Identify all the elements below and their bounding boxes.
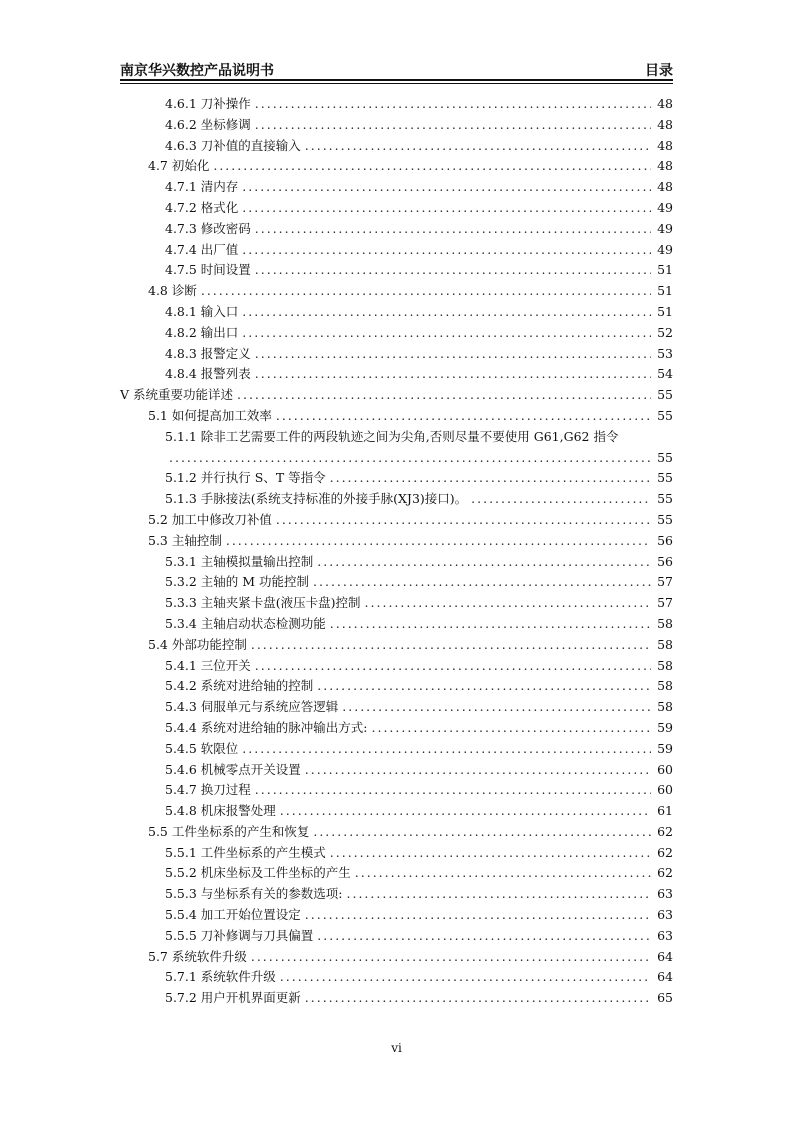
- toc-entry-page: 64: [657, 969, 673, 985]
- toc-entry-page: 58: [657, 615, 673, 631]
- toc-entry-label: 5.1.2 并行执行 S、T 等指令: [165, 470, 326, 486]
- toc-leader-dots: [317, 676, 651, 697]
- toc-leader-dots: [255, 780, 651, 801]
- toc-entry-page: 56: [657, 553, 673, 569]
- header-rule-thick: [120, 79, 673, 81]
- toc-entry[interactable]: [120, 760, 673, 781]
- toc-entry[interactable]: [120, 884, 673, 905]
- toc-entry-label: 4.7 初始化: [148, 158, 210, 174]
- toc-entry[interactable]: [120, 364, 673, 385]
- toc-entry-label: 4.7.2 格式化: [165, 199, 239, 215]
- toc-leader-dots: [317, 926, 651, 947]
- toc-entry-label: 5.3.3 主轴夹紧卡盘(液压卡盘)控制: [165, 595, 361, 611]
- toc-entry-page: 63: [657, 927, 673, 943]
- toc-entry-page: 49: [657, 241, 673, 257]
- toc-leader-dots: [242, 177, 651, 198]
- header-document-title: 南京华兴数控产品说明书: [120, 63, 274, 79]
- toc-entry-label: 5.5.5 刀补修调与刀具偏置: [165, 927, 314, 943]
- toc-entry-page: 59: [657, 740, 673, 756]
- toc-leader-dots: [372, 718, 652, 739]
- toc-entry-page: 53: [657, 345, 673, 361]
- toc-entry[interactable]: [120, 115, 673, 136]
- toc-leader-dots: [365, 593, 651, 614]
- toc-entry[interactable]: [120, 406, 673, 427]
- toc-leader-dots: [251, 947, 651, 968]
- toc-leader-dots: [347, 884, 652, 905]
- toc-entry[interactable]: [120, 801, 673, 822]
- toc-entry-page: 55: [657, 407, 673, 423]
- toc-entry-label: 5.1.3 手脉接法(系统支持标准的外接手脉(XJ3)接口)。: [165, 491, 468, 507]
- toc-entry-label: 5.4.3 伺服单元与系统应答逻辑: [165, 699, 339, 715]
- toc-leader-dots: [255, 260, 651, 281]
- toc-entry[interactable]: [120, 177, 673, 198]
- toc-entry-page: 62: [657, 823, 673, 839]
- toc-entry-page: 55: [657, 449, 673, 465]
- toc-entry-label: 5.2 加工中修改刀补值: [148, 511, 272, 527]
- toc-entry[interactable]: [120, 863, 673, 884]
- toc-leader-dots: [255, 656, 651, 677]
- toc-entry-label: 5.3 主轴控制: [148, 532, 222, 548]
- toc-leader-dots: [255, 219, 651, 240]
- toc-leader-dots: [305, 988, 651, 1009]
- toc-entry[interactable]: [120, 656, 673, 677]
- toc-leader-dots: [276, 510, 651, 531]
- toc-entry[interactable]: [120, 926, 673, 947]
- toc-entry[interactable]: [120, 967, 673, 988]
- toc-entry-label: 5.4.7 换刀过程: [165, 782, 251, 798]
- toc-entry-label: 5.4.8 机床报警处理: [165, 803, 276, 819]
- toc-entry[interactable]: [120, 344, 673, 365]
- toc-entry-page: 64: [657, 948, 673, 964]
- toc-entry-page: 58: [657, 657, 673, 673]
- page-number: vi: [391, 1041, 402, 1055]
- toc-entry-page: 49: [657, 220, 673, 236]
- toc-entry-label: 5.3.1 主轴模拟量输出控制: [165, 553, 314, 569]
- toc-entry-label: 5.7.1 系统软件升级: [165, 969, 276, 985]
- toc-entry-page: 60: [657, 782, 673, 798]
- toc-entry-page: 65: [657, 990, 673, 1006]
- toc-entry-label: 5.3.2 主轴的 M 功能控制: [165, 574, 310, 590]
- toc-entry-label: 5.4 外部功能控制: [148, 636, 247, 652]
- toc-entry-label: 5.5 工件坐标系的产生和恢复: [148, 823, 310, 839]
- toc-entry-page: 55: [657, 511, 673, 527]
- toc-entry[interactable]: [120, 572, 673, 593]
- table-of-contents: [120, 94, 673, 1009]
- toc-entry-page: 55: [657, 491, 673, 507]
- page-header: [120, 58, 673, 80]
- toc-leader-dots: [242, 240, 651, 261]
- toc-leader-dots: [213, 156, 651, 177]
- toc-entry[interactable]: [120, 198, 673, 219]
- toc-entry-page: 57: [657, 595, 673, 611]
- toc-entry-page: 51: [657, 262, 673, 278]
- toc-entry[interactable]: [120, 219, 673, 240]
- toc-leader-dots: [242, 198, 651, 219]
- toc-entry[interactable]: [120, 593, 673, 614]
- toc-entry[interactable]: [120, 427, 673, 448]
- toc-entry-label: 4.8.1 输入口: [165, 303, 239, 319]
- toc-entry-page: 51: [657, 283, 673, 299]
- toc-entry[interactable]: [120, 260, 673, 281]
- toc-entry-label: 5.1 如何提高加工效率: [148, 407, 272, 423]
- toc-entry-label: 5.5.4 加工开始位置设定: [165, 907, 301, 923]
- toc-entry[interactable]: [120, 448, 673, 469]
- toc-entry-label: 5.7.2 用户开机界面更新: [165, 990, 301, 1006]
- toc-entry[interactable]: [120, 822, 673, 843]
- toc-entry-page: 56: [657, 532, 673, 548]
- toc-entry[interactable]: [120, 780, 673, 801]
- toc-entry-label: 4.8.4 报警列表: [165, 366, 251, 382]
- toc-leader-dots: [471, 489, 651, 510]
- toc-entry-page: 48: [657, 179, 673, 195]
- toc-leader-dots: [169, 448, 651, 469]
- toc-entry-page: 60: [657, 761, 673, 777]
- toc-leader-dots: [305, 905, 651, 926]
- toc-entry[interactable]: [120, 302, 673, 323]
- toc-leader-dots: [342, 697, 651, 718]
- toc-entry-label: 4.6.2 坐标修调: [165, 116, 251, 132]
- toc-entry-page: 54: [657, 366, 673, 382]
- toc-entry-label: 5.7 系统软件升级: [148, 948, 247, 964]
- toc-entry-label: V 系统重要功能详述: [120, 387, 234, 403]
- toc-entry-page: 55: [657, 470, 673, 486]
- toc-entry-page: 62: [657, 844, 673, 860]
- toc-entry[interactable]: [120, 947, 673, 968]
- toc-leader-dots: [226, 531, 651, 552]
- toc-entry-label: 4.8.3 报警定义: [165, 345, 251, 361]
- toc-leader-dots: [276, 406, 651, 427]
- toc-entry-page: 49: [657, 199, 673, 215]
- toc-entry-label: 4.8.2 输出口: [165, 324, 239, 340]
- header-section-title: 目录: [645, 63, 673, 79]
- toc-leader-dots: [330, 614, 651, 635]
- toc-entry-label: 5.3.4 主轴启动状态检测功能: [165, 615, 326, 631]
- toc-entry[interactable]: [120, 240, 673, 261]
- toc-entry-page: 63: [657, 886, 673, 902]
- toc-entry-page: 48: [657, 158, 673, 174]
- toc-entry-page: 62: [657, 865, 673, 881]
- toc-entry-page: 59: [657, 719, 673, 735]
- toc-entry-label: 4.7.3 修改密码: [165, 220, 251, 236]
- toc-entry[interactable]: [120, 156, 673, 177]
- toc-leader-dots: [355, 863, 651, 884]
- toc-entry[interactable]: [120, 510, 673, 531]
- toc-entry-page: 57: [657, 574, 673, 590]
- toc-entry-label: 5.4.6 机械零点开关设置: [165, 761, 301, 777]
- toc-entry-label: 4.6.1 刀补操作: [165, 96, 251, 111]
- toc-entry-label: 5.5.2 机床坐标及工件坐标的产生: [165, 865, 351, 881]
- toc-leader-dots: [317, 552, 651, 573]
- toc-leader-dots: [255, 115, 651, 136]
- toc-leader-dots: [313, 822, 651, 843]
- toc-leader-dots: [280, 801, 651, 822]
- toc-entry-page: 58: [657, 699, 673, 715]
- toc-entry-page: 48: [657, 137, 673, 153]
- toc-entry[interactable]: [120, 468, 673, 489]
- toc-entry[interactable]: [120, 614, 673, 635]
- toc-entry-page: 52: [657, 324, 673, 340]
- toc-entry-label: 4.6.3 刀补值的直接输入: [165, 137, 301, 153]
- toc-leader-dots: [242, 302, 651, 323]
- toc-entry-page: 48: [657, 116, 673, 132]
- toc-entry-page: 58: [657, 678, 673, 694]
- toc-leader-dots: [242, 323, 651, 344]
- toc-leader-dots: [237, 385, 651, 406]
- toc-entry[interactable]: [120, 697, 673, 718]
- toc-leader-dots: [255, 94, 651, 115]
- toc-entry[interactable]: [120, 843, 673, 864]
- toc-entry[interactable]: [120, 489, 673, 510]
- toc-entry-page: 51: [657, 303, 673, 319]
- toc-leader-dots: [255, 364, 651, 385]
- toc-entry-label: 5.5.1 工件坐标系的产生模式: [165, 844, 326, 860]
- header-rule-thin: [120, 83, 673, 84]
- toc-leader-dots: [251, 635, 651, 656]
- toc-entry[interactable]: [120, 739, 673, 760]
- toc-leader-dots: [201, 281, 651, 302]
- toc-entry-label: 5.4.4 系统对进给轴的脉冲输出方式:: [165, 719, 368, 735]
- toc-entry-page: 63: [657, 907, 673, 923]
- toc-leader-dots: [305, 136, 651, 157]
- toc-entry[interactable]: [120, 552, 673, 573]
- toc-entry-label: 5.4.5 软限位: [165, 740, 239, 756]
- toc-leader-dots: [305, 760, 651, 781]
- toc-entry-label: 5.5.3 与坐标系有关的参数选项:: [165, 886, 343, 902]
- toc-entry-label: 4.7.1 清内存: [165, 179, 239, 195]
- toc-entry[interactable]: [120, 531, 673, 552]
- toc-entry[interactable]: [120, 281, 673, 302]
- toc-entry[interactable]: [120, 94, 673, 115]
- toc-entry[interactable]: [120, 905, 673, 926]
- toc-entry[interactable]: [120, 323, 673, 344]
- toc-leader-dots: [313, 572, 651, 593]
- toc-entry[interactable]: [120, 988, 673, 1009]
- toc-entry[interactable]: [120, 635, 673, 656]
- toc-entry-page: 61: [657, 803, 673, 819]
- toc-leader-dots: [330, 843, 651, 864]
- toc-entry-label: 5.1.1 除非工艺需要工件的两段轨迹之间为尖角,否则尽量不要使用 G61,G62 指令: [165, 428, 619, 444]
- toc-entry[interactable]: [120, 385, 673, 406]
- toc-entry-label: 5.4.2 系统对进给轴的控制: [165, 678, 314, 694]
- toc-entry-page: 55: [657, 387, 673, 403]
- toc-entry[interactable]: [120, 718, 673, 739]
- toc-leader-dots: [242, 739, 651, 760]
- toc-leader-dots: [255, 344, 651, 365]
- toc-entry-label: 4.7.5 时间设置: [165, 262, 251, 278]
- toc-entry-label: 4.7.4 出厂值: [165, 241, 239, 257]
- toc-entry-label: 4.8 诊断: [148, 283, 197, 299]
- toc-entry-page: 58: [657, 636, 673, 652]
- toc-entry-page: 48: [657, 96, 673, 111]
- toc-entry[interactable]: [120, 136, 673, 157]
- toc-entry-label: 5.4.1 三位开关: [165, 657, 251, 673]
- toc-leader-dots: [330, 468, 651, 489]
- toc-entry[interactable]: [120, 676, 673, 697]
- toc-leader-dots: [280, 967, 651, 988]
